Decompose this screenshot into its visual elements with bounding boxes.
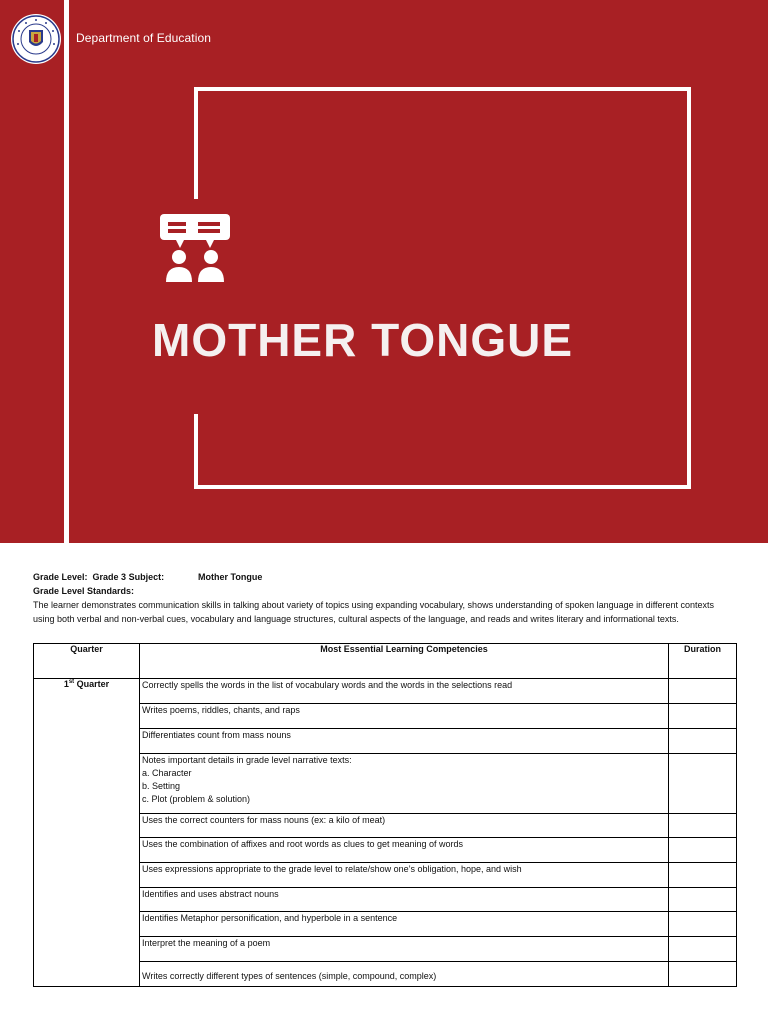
standards-label: Grade Level Standards: bbox=[33, 586, 135, 596]
table-row bbox=[34, 704, 737, 729]
duration-cell bbox=[669, 679, 737, 704]
header-quarter: Quarter bbox=[34, 644, 140, 679]
table-row bbox=[34, 679, 737, 704]
competency-cell: Writes poems, riddles, chants, and raps bbox=[140, 704, 669, 729]
competency-cell: Identifies Metaphor personification, and hyperbole in a sentence bbox=[140, 912, 669, 937]
duration-cell bbox=[669, 863, 737, 888]
duration-cell bbox=[669, 888, 737, 912]
competency-cell: Differentiates count from mass nouns bbox=[140, 729, 669, 754]
competency-cell: Correctly spells the words in the list of vocabulary words and the words in the selections read bbox=[140, 679, 669, 704]
duration-cell bbox=[669, 754, 737, 814]
table-row bbox=[34, 729, 737, 754]
duration-cell bbox=[669, 962, 737, 987]
competency-cell: Writes correctly different types of sentences (simple, compound, complex) bbox=[140, 962, 669, 987]
competency-cell: Uses expressions appropriate to the grade level to relate/show one’s obligation, hope, and wish bbox=[140, 863, 669, 888]
frame-border-right bbox=[687, 87, 691, 489]
frame-border-left-lower bbox=[194, 414, 198, 489]
table-row bbox=[34, 838, 737, 863]
quarter-cell: 1st Quarter bbox=[34, 679, 140, 987]
duration-cell bbox=[669, 937, 737, 962]
table-row bbox=[34, 814, 737, 838]
cover-title: MOTHER TONGUE bbox=[152, 314, 574, 366]
table-row bbox=[34, 888, 737, 912]
competency-cell: Notes important details in grade level narrative texts: a. Character b. Setting c. Plot (problem & solution) bbox=[140, 754, 669, 814]
competency-cell: Interpret the meaning of a poem bbox=[140, 937, 669, 962]
department-name: Department of Education bbox=[76, 31, 212, 45]
table-row bbox=[34, 754, 737, 814]
competency-cell: Uses the combination of affixes and root words as clues to get meaning of words bbox=[140, 838, 669, 863]
duration-cell bbox=[669, 814, 737, 838]
table-row bbox=[34, 863, 737, 888]
header-competencies: Most Essential Learning Competencies bbox=[140, 644, 669, 679]
grade-level-label: Grade Level: bbox=[33, 572, 88, 582]
competency-cell: Uses the correct counters for mass nouns (ex: a kilo of meat) bbox=[140, 814, 669, 838]
competency-cell: Identifies and uses abstract nouns bbox=[140, 888, 669, 912]
duration-cell bbox=[669, 838, 737, 863]
table-row bbox=[34, 912, 737, 937]
vertical-rule bbox=[64, 0, 69, 543]
table-row bbox=[34, 937, 737, 962]
frame-border-bottom bbox=[194, 485, 691, 489]
cover-left-strip bbox=[0, 0, 62, 543]
grade-info bbox=[33, 570, 737, 626]
competency-table bbox=[33, 643, 737, 987]
deped-seal-logo bbox=[11, 14, 61, 64]
table-row bbox=[34, 962, 737, 987]
header-duration: Duration bbox=[669, 644, 737, 679]
grade-subject-line bbox=[33, 570, 737, 584]
duration-cell bbox=[669, 912, 737, 937]
frame-border-left-upper bbox=[194, 87, 198, 199]
standards-text: The learner demonstrates communication skills in talking about variety of topics using expanding vocabulary, shows understanding of spoken language in different contexts using both verbal and non-verbal cues, vocabulary and language structures, cultural aspects of the language, and reads and writes literary and informational texts. bbox=[33, 600, 715, 624]
subject-value: Mother Tongue bbox=[198, 572, 263, 582]
standards-heading bbox=[33, 584, 737, 598]
duration-cell bbox=[669, 704, 737, 729]
frame-border-top bbox=[194, 87, 691, 91]
subject-label: Subject: bbox=[128, 572, 165, 582]
duration-cell bbox=[669, 729, 737, 754]
table-header-row bbox=[34, 644, 737, 679]
grade-level-value: Grade 3 bbox=[92, 572, 127, 582]
conversation-icon bbox=[158, 212, 232, 286]
